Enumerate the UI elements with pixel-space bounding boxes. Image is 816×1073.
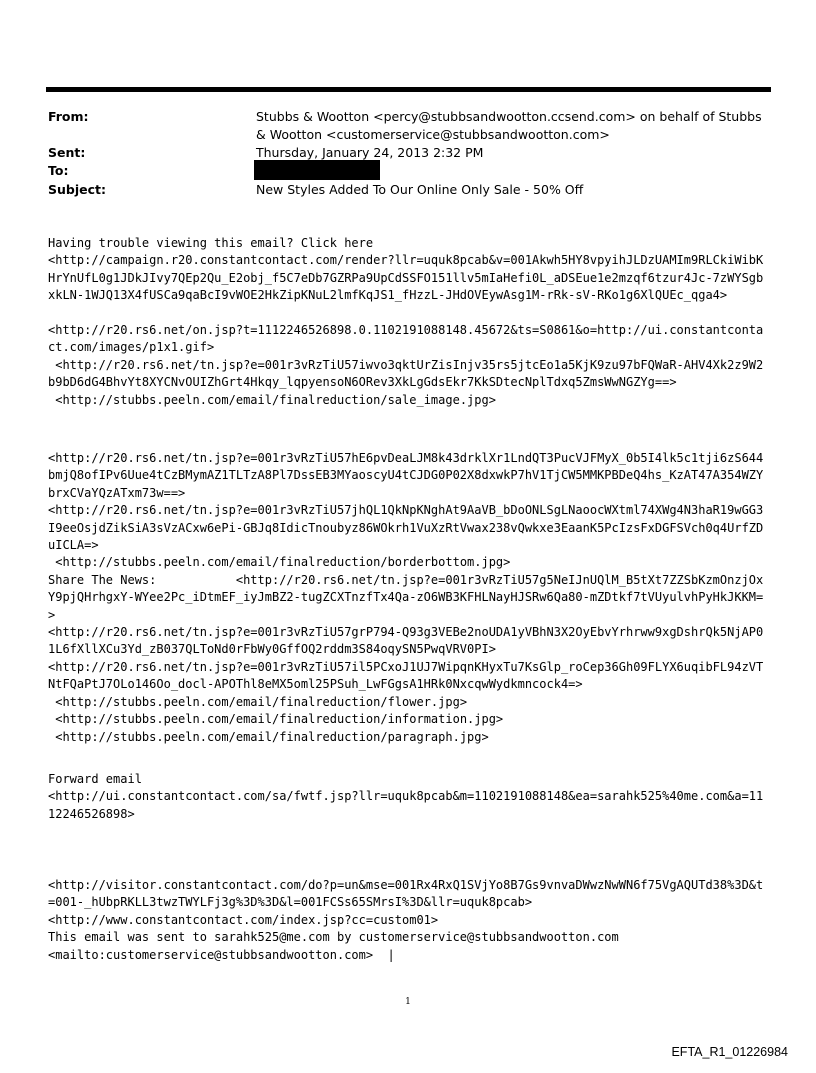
- sent-value: Thursday, January 24, 2013 2:32 PM: [256, 145, 484, 160]
- unsubscribe-block: <http://visitor.constantcontact.com/do?p=un&mse=001Rx4RxQ1SVjYo8B7Gs9vnvaDWwzNwWN6f75VgAQUTd38%3D&t=001-_hUbpRKLL3twzTWYLFj3g%3D%3D&l=001FCSs65SMrsI%3D&llr=uquk8pcab> <http://www.constantcontact.com/index.jsp?cc=custom01> This email was sent to sarahk525@me.com by customerservice@stubbsandwootton.com <mailto:customerservice@stubbsandwootton.com> |: [48, 878, 764, 962]
- from-label: From:: [48, 109, 89, 124]
- header-rule: [46, 87, 771, 92]
- bates-number: EFTA_R1_01226984: [671, 1045, 788, 1059]
- subject-value: New Styles Added To Our Online Only Sale - 50% Off: [256, 182, 584, 197]
- tracking-links-block: <http://r20.rs6.net/on.jsp?t=1112246526898.0.1102191088148.45672&ts=S0861&o=http://ui.constantcontact.com/images/p1x1.gif> <http://r20.rs6.net/tn.jsp?e=001r3vRzTiU57iwvo3qktUrZisInjv35rs5jtcEo1a5KjK9zu97bFQWaR-AHV4Xk2z9W2b9bD6dG4BhvYt8XYCNvOUIZhGrt4Hkqy_lqpyensoN6ORev3XkLgGdsEkr7KkSDtecNplTdxq5ZmsWwNGZYg==> <http://stubbs.peeln.com/email/finalreduction/sale_image.jpg>: [48, 323, 764, 407]
- subject-label: Subject:: [48, 182, 106, 197]
- sent-label: Sent:: [48, 145, 86, 160]
- redaction-box: [254, 160, 380, 180]
- to-label: To:: [48, 163, 69, 178]
- image-links-block: <http://r20.rs6.net/tn.jsp?e=001r3vRzTiU57hE6pvDeaLJM8k43drklXr1LndQT3PucVJFMyX_0b5I4lk5c1tji6zS644bmjQ8ofIPv6Uue4tCzBMymAZ1TLTzA8Pl7DssEB3MYaoscyU4tCJDG0P02X8dxwkP7hV1TjCW5MMKPBDeQ4hs_KzAT47A354WZYbrxCVaYQzATxm73w==> <http://r20.rs6.net/tn.jsp?e=001r3vRzTiU57jhQL1QkNpKNghAt9AaVB_bDoONLSgLNaoocWXtml74XWg4N3haR19wGG3I9eeOsjdZikSiA3sVzACxw6ePi-GBJq8IdicTnoubyz86WOkrh1VuXzRtVwax238vQwkxe3EaanK5PcIzsFxDGFSVch0q4UrfZDuICLA=> <http://stubbs.peeln.com/email/finalreduction/borderbottom.jpg> Share The News: <http://r20.rs6.net/tn.jsp?e=001r3vRzTiU57g5NeIJnUQlM_B5tXt7ZZSbKzmOnzjOxY9pjQHrhgxY-WYee2Pc_iDtmEF_iyJmBZ2-tugZCXTnzfTx4Qa-zO6WB3KFHLNayHJSRw6Qa80-mZDtkf7tVUyulvhPyHkJKKM=> <http://r20.rs6.net/tn.jsp?e=001r3vRzTiU57grP794-Q93g3VEBe2noUDA1yVBhN3X2OyEbvYrhrww9xgDshrQk5NjAP01L6fXllXCu3Yd_zB037QLToNd0rFbWy0GffOQ2rddm3S84oqySN5PwqVRV0PI> <http://r20.rs6.net/tn.jsp?e=001r3vRzTiU57il5PCxoJ1UJ7WipqnKHyxTu7KsGlp_roCep36Gh09FLYX6uqibFL94zVTNtFQaPtJ7OLo146Oo_docl-APOThl8eMX5oml25PSuh_LwFGgsA1HRk0NxcqwWydkmncock4=> <http://stubbs.peeln.com/email/finalreduction/flower.jpg> <http://stubbs.peeln.com/email/finalreduction/information.jpg> <http://stubbs.peeln.com/email/finalreduction/paragraph.jpg>: [48, 451, 764, 744]
- forward-email-block: Forward email <http://ui.constantcontact.com/sa/fwtf.jsp?llr=uquk8pcab&m=1102191088148&ea=sarahk525%40me.com&a=1112246526898>: [48, 772, 764, 821]
- page-number: 1: [405, 997, 411, 1007]
- from-value: Stubbs & Wootton <percy@stubbsandwootton.ccsend.com> on behalf of Stubbs & Wootton <customerservice@stubbsandwootton.com>: [256, 109, 762, 142]
- view-online-block: Having trouble viewing this email? Click here <http://campaign.r20.constantcontact.com/render?llr=uquk8pcab&v=001Akwh5HY8vpyihJLDzUAMIm9RLCkiWibKHrYnUfL0g1JDkJIvy7QEp2Qu_E2obj_f5C7eDb7GZRPa9UpCdSSFO151llv5mIaHefi0L_aDSEue1e2mzqf6tzur4Jc-7zWYSgbxkLN-1WJQ13X4fUSCa9qaBcI9vWOE2HkZipKNuL2lmfKqJS1_fHzzL-JHdOVEywAsg1M-rRk-sV-RKo1g6XlQUEc_qga4>: [48, 236, 764, 303]
